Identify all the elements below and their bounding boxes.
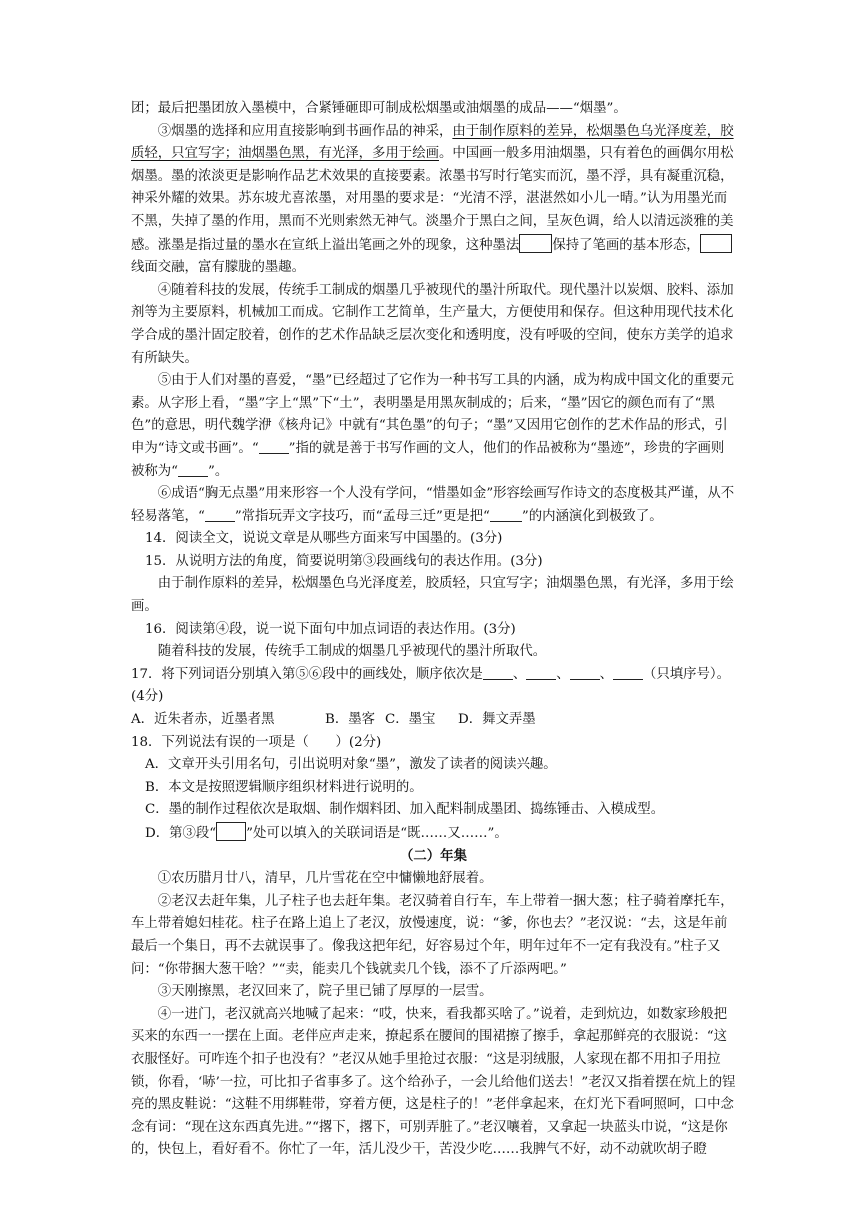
story-paragraph-3: ③天刚擦黑，老汉回来了，院子里已铺了厚厚的一层雪。: [157, 984, 493, 1000]
q17-sep: 、: [512, 666, 527, 682]
q17-option-a: A．近朱者赤，近墨者黑: [131, 712, 275, 728]
q17-option-d: D．舞文弄墨: [458, 712, 536, 728]
story-paragraph-4: ④一进门，老汉就高兴地喊了起来：“哎，快来，看我都买啥了。”说着，走到炕边，如数家珍般把买来的东西一一摆在上面。老伴应声走来，撩起系在腰间的围裙擦了擦手，拿起那鲜亮的衣服说：“这衣服怪好。可咋连个扣子也没有？”老汉从她手里抢过衣服：“这是羽绒服，人家现在都不用扣子用拉锁，你看，‘哧’一拉，可比扣子省事多了。这个给孙子，一会儿给他们送去！”老汉又指着摆在炕上的锃亮的黑皮鞋说：“这鞋不用绑鞋带，穿着方便，这是柱子的！”老伴拿起来，在灯光下看呵照呵，口中念念有词：“现在这东西真先进。”“撂下，撂下，可别弄脏了。”老汉嚷着，又拿起一块蓝头巾说，“这是你的，快包上，看好看不。你忙了一年，活儿没少干，苦没少吃……我脾气不好，动不动就吹胡子瞪: [131, 1006, 736, 1158]
question-15-quote: 由于制作原料的差异，松烟墨色乌光泽度差，胶质轻，只宜写字；油烟墨色黑，有光泽，多用于绘画。: [131, 576, 734, 615]
p3-text-b: 。中国画一般多用油烟墨，只有着色的画偶尔用松烟墨。墨的浓淡更是影响作品艺术效果的直接要素。浓墨书写时行笔实而沉，墨不浮，具有凝重沉稳，神采外耀的效果。苏东坡尤喜浓墨，对用墨的要求是：“光清不浮，湛湛然如小儿一晴。”认为用墨光而不黑，失掉了墨的作用，黑而不光则索然无神气。淡墨介于黑白之间，呈灰色调，给人以清远淡雅的美感。涨墨是指过量的墨水在宣纸上溢出笔画之外的现象，这种墨法: [131, 146, 734, 253]
fill-blank-2[interactable]: [178, 462, 208, 477]
q18-option-c: C．墨的制作过程依次是取烟、制作烟料团、加入配料制成墨团、捣练锤击、入模成型。: [145, 802, 665, 818]
story-paragraph-1: ①农历腊月廿八，清早，几片雪花在空中慵懒地舒展着。: [157, 871, 493, 887]
q17-text-a: 17．将下列词语分别填入第⑤⑥段中的画线处，顺序依次是: [131, 666, 483, 682]
p5-text-b: ”指的就是善于书写作画的文人，他们的作品被称为“墨迹”，珍贵的字画则被称为“: [131, 440, 725, 479]
answer-box-1[interactable]: [519, 234, 552, 253]
question-16-quote: 随着科技的发展，传统手工制成的烟墨几乎被现代的墨汁所取代。: [157, 644, 547, 660]
p6-text-c: ”的内涵演化到极致了。: [521, 508, 663, 524]
question-16: 16．阅读第④段，说一说下面句中加点词语的表达作用。(3分): [145, 621, 516, 637]
paragraph-5: [131, 370, 736, 483]
q17-sep: 、: [556, 666, 570, 682]
question-18: 18．下列说法有误的一项是（ ）(2分): [131, 734, 382, 750]
p6-text-a: ⑥成语“胸无点墨”用来形容一个人没有学问，“惜墨如金”形容绘画写作诗文的态度极其严谨，从不轻易落笔，“: [131, 486, 735, 524]
q17-option-b: B．墨客: [325, 712, 376, 728]
fill-blank-3[interactable]: [205, 507, 235, 522]
q17-text-b: （只填序号）。(4分): [131, 666, 731, 705]
q17-option-c: C．墨宝: [385, 712, 436, 728]
question-14: 14．阅读全文，说说文章是从哪些方面来写中国墨的。(3分): [145, 531, 503, 547]
p6-text-b: ”常指玩弄文字技巧，而“孟母三迁”更是把“: [234, 508, 490, 524]
question-17: [131, 664, 736, 709]
q17-blank-3[interactable]: [570, 665, 600, 680]
answer-box-3[interactable]: [216, 822, 246, 841]
paragraph-2-tail: 团；最后把墨团放入墨模中，合紧锤砸即可制成松烟墨或油烟墨的成品——“烟墨”。: [131, 101, 627, 116]
p3-underlined-sentence: 由于制作原料的差异，松烟墨色乌光泽度差，胶质轻，只宜写字；油烟墨色黑，有光泽，多用于绘画: [131, 123, 734, 162]
p3-text-c: 保持了笔画的基本形态，: [552, 237, 700, 253]
p3-text-d: 线面交融，富有朦胧的墨趣。: [131, 260, 306, 276]
q17-blank-2[interactable]: [526, 665, 556, 680]
section-2-title: （二）年集: [400, 848, 467, 864]
q18-option-a: A．文章开头引用名句，引出说明对象“墨”，激发了读者的阅读兴趣。: [145, 757, 557, 773]
q17-blank-1[interactable]: [483, 665, 513, 680]
q18-option-d: [131, 822, 736, 846]
answer-box-2[interactable]: [700, 234, 732, 253]
paragraph-3: [131, 121, 736, 280]
paragraph-6: [131, 483, 736, 528]
q17-sep: 、: [599, 666, 613, 682]
q18-option-d-text-b: ”处可以填入的关联词语是“既……又……”。: [246, 826, 508, 841]
question-15: 15．从说明方法的角度，简要说明第③段画线句的表达作用。(3分): [145, 553, 543, 569]
question-17-options: [131, 709, 736, 732]
p5-text-c: ”。: [208, 463, 229, 479]
q18-option-d-text-a: D．第③段“: [145, 826, 217, 841]
q17-blank-4[interactable]: [613, 665, 643, 680]
p5-text-a: ⑤由于人们对墨的喜爱，“墨”已经超过了它作为一种书写工具的内涵，成为构成中国文化的重要元素。从字形上看，“墨”字上“黑”下“土”，表明墨是用黑灰制成的；后来，“墨”因它的颜色而有了“黑色”的意思，明代魏学洢《核舟记》中就有“其色墨”的句子；“墨”又因用它创作的艺术作品的形式，引申为“诗文或书画”。“: [131, 373, 734, 456]
story-paragraph-2: ②老汉去赶年集，儿子柱子也去赶年集。老汉骑着自行车，车上带着一捆大葱；柱子骑着摩托车，车上带着媳妇桂花。柱子在路上追上了老汉，放慢速度，说：“爹，你也去？”老汉说：“去，这是年前最后一个集日，再不去就误事了。像我这把年纪，好容易过个年，明年过年不一定有我没有。”柱子又问：“你带捆大葱干啥？”“卖，能卖几个钱就卖几个钱，添不了斤添两吧。”: [131, 893, 734, 977]
document-page: [131, 98, 736, 1162]
paragraph-4: ④随着科技的发展，传统手工制成的烟墨几乎被现代的墨汁所取代。现代墨汁以炭烟、胶料、添加剂等为主要原料，机械加工而成。它制作工艺简单，生产量大，方便使用和保存。但这种用现代技术化学合成的墨汁固定胶着，创作的艺术作品缺乏层次变化和透明度，没有呼吸的空间，使东方美学的追求有所缺失。: [131, 282, 734, 366]
fill-blank-4[interactable]: [490, 507, 522, 522]
p3-text-a: ③烟墨的选择和应用直接影响到书画作品的神采，: [157, 123, 453, 139]
fill-blank-1[interactable]: [259, 439, 289, 454]
q18-option-b: B．本文是按照逻辑顺序组织材料进行说明的。: [145, 779, 423, 795]
